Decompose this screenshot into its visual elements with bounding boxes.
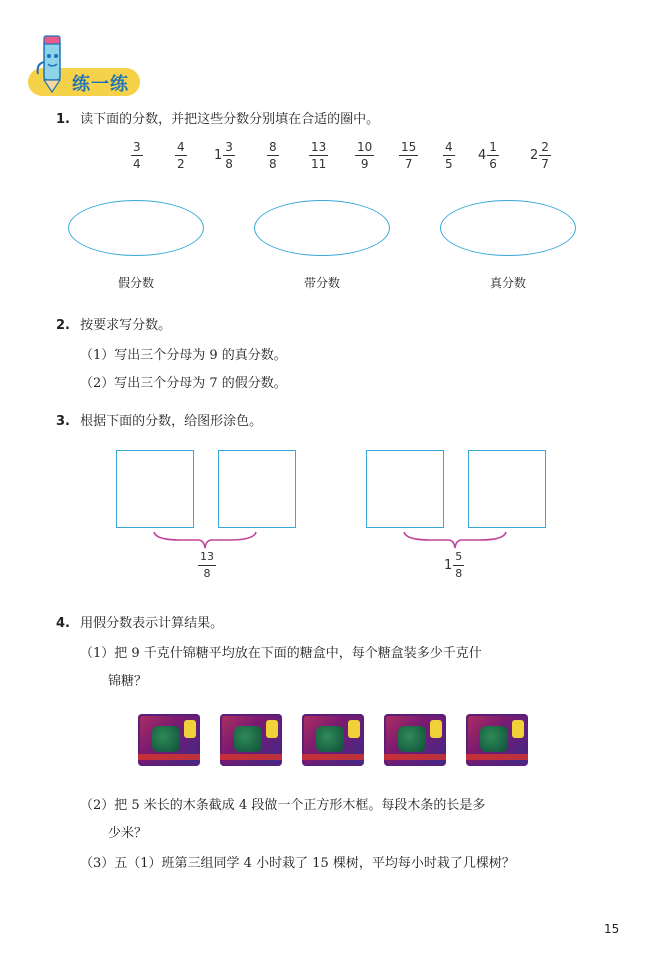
q3-left-fraction: [198, 550, 216, 581]
fraction-numerator: 4: [177, 140, 185, 154]
fraction-whole: 4: [478, 148, 487, 163]
brace-left-icon: [150, 530, 260, 552]
q2-number: 2.: [56, 318, 70, 333]
label-proper: 真分数: [489, 276, 526, 290]
fraction-denominator: 2: [177, 157, 185, 171]
fraction-item: [398, 140, 418, 171]
fraction-item: [130, 140, 143, 171]
fraction-denominator: 7: [541, 157, 549, 171]
fraction-whole: 2: [530, 148, 539, 163]
candy-box-icon: [466, 714, 528, 766]
candy-box-icon: [384, 714, 446, 766]
fraction-denominator: 8: [225, 157, 233, 171]
q2-prompt: [56, 314, 171, 333]
fraction-denominator: 8: [455, 567, 463, 580]
q4-prompt: [56, 612, 223, 631]
candy-box-icon: [138, 714, 200, 766]
fraction-denominator: 8: [269, 157, 277, 171]
fraction-whole: 1: [444, 558, 453, 573]
label-improper: 假分数: [117, 276, 154, 290]
shape-square-4[interactable]: [468, 450, 546, 528]
fraction-item: [354, 140, 374, 171]
q3-right-fraction: [444, 550, 464, 581]
shape-square-1[interactable]: [116, 450, 194, 528]
q1-prompt: [56, 108, 379, 127]
fraction-item: [530, 140, 551, 171]
candy-box-icon: [302, 714, 364, 766]
fraction-denominator: 7: [404, 157, 413, 171]
fraction-item: [308, 140, 328, 171]
q4-part2-line1: （2）把 5 米长的木条截成 4 段做一个正方形木框。每段木条的长是多: [80, 798, 486, 813]
fraction-item: [478, 140, 499, 171]
fraction-numerator: 3: [225, 140, 233, 154]
fraction-denominator: 5: [445, 157, 453, 171]
q1-text: 读下面的分数，并把这些分数分别填在合适的圈中。: [80, 112, 380, 127]
fraction-numerator: 15: [401, 140, 417, 154]
ellipse-proper[interactable]: [440, 200, 576, 256]
shape-square-3[interactable]: [366, 450, 444, 528]
q1-number: 1.: [56, 112, 70, 127]
fraction-numerator: 10: [357, 140, 373, 154]
q4-part1-line2: 锦糖？: [108, 674, 148, 689]
fraction-numerator: 5: [455, 550, 463, 563]
fraction-denominator: 9: [360, 157, 369, 171]
q3-text: 根据下面的分数，给图形涂色。: [80, 414, 263, 429]
q3-prompt: [56, 410, 262, 429]
badge-title: 练一练: [72, 74, 129, 95]
fraction-item: [442, 140, 455, 171]
fraction-denominator: 6: [489, 157, 497, 171]
pencil-mascot-icon: [32, 34, 72, 96]
fraction-whole: 1: [214, 148, 223, 163]
fraction-numerator: 3: [133, 140, 141, 154]
fraction-numerator: 2: [541, 140, 549, 154]
shape-square-2[interactable]: [218, 450, 296, 528]
fraction-item: [174, 140, 187, 171]
q4-part3: （3）五（1）班第三组同学 4 小时栽了 15 棵树，平均每小时栽了几棵树？: [80, 856, 515, 871]
q4-text: 用假分数表示计算结果。: [80, 616, 224, 631]
q4-number: 4.: [56, 616, 70, 631]
q1-fraction-row: [118, 140, 578, 176]
fraction-numerator: 4: [445, 140, 453, 154]
label-mixed: 带分数: [303, 276, 340, 290]
q4-part1-line1: （1）把 9 千克什锦糖平均放在下面的糖盒中，每个糖盒装多少千克什: [80, 646, 482, 661]
page-number: 15: [604, 922, 620, 936]
fraction-item: [266, 140, 279, 171]
q3-number: 3.: [56, 414, 70, 429]
section-badge: [0, 0, 160, 110]
q4-part2-line2: 少米？: [108, 826, 148, 841]
fraction-denominator: 11: [311, 157, 327, 171]
brace-right-icon: [400, 530, 510, 552]
ellipse-improper[interactable]: [68, 200, 204, 256]
fraction-denominator: 4: [133, 157, 141, 171]
fraction-numerator: 1: [489, 140, 497, 154]
ellipse-mixed[interactable]: [254, 200, 390, 256]
candy-box-icon: [220, 714, 282, 766]
fraction-numerator: 13: [311, 140, 327, 154]
q2-text: 按要求写分数。: [80, 318, 172, 333]
fraction-numerator: 13: [200, 550, 214, 563]
fraction-denominator: 8: [203, 567, 211, 580]
q2-item-1: （1）写出三个分母为 9 的真分数。: [80, 348, 287, 363]
fraction-numerator: 8: [269, 140, 277, 154]
fraction-item: [214, 140, 235, 171]
q2-item-2: （2）写出三个分母为 7 的假分数。: [80, 376, 287, 391]
